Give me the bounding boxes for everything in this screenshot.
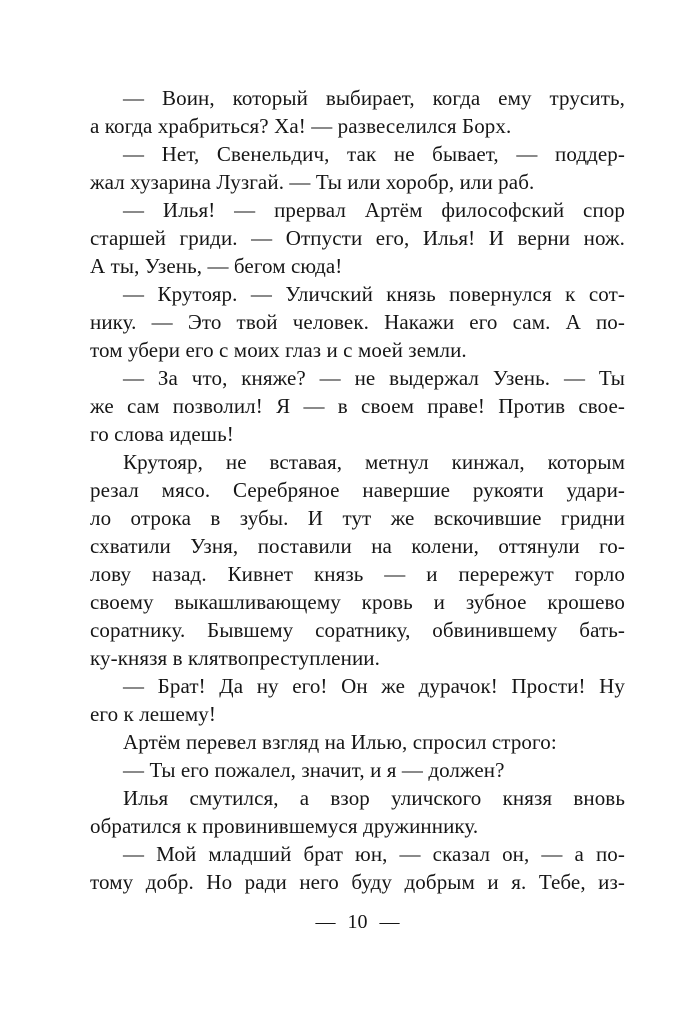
text-line: обратился к провинившемуся дружиннику. <box>90 814 479 838</box>
text-line: — Крутояр. — Уличский князь повернулся к сот- <box>123 282 625 306</box>
text-line: — Ты его пожалел, значит, и я — должен? <box>123 758 505 782</box>
text-line: — Нет, Свенельдич, так не бывает, — поддер- <box>123 142 625 166</box>
paragraph <box>90 672 625 728</box>
text-line: тому добр. Но ради него буду добрым и я. Тебе, из- <box>90 870 625 894</box>
text-line: ло отрока в зубы. И тут же вскочившие гридни <box>90 506 625 530</box>
text-line: А ты, Узень, — бегом сюда! <box>90 254 343 278</box>
text-line: Крутояр, не вставая, метнул кинжал, которым <box>123 450 625 474</box>
text-line: том убери его с моих глаз и с моей земли. <box>90 338 467 362</box>
text-line: лову назад. Кивнет князь — и перережут горло <box>90 562 625 586</box>
text-line: — Воин, который выбирает, когда ему трусить, <box>123 86 625 110</box>
text-line: резал мясо. Серебряное навершие рукояти удари- <box>90 478 625 502</box>
text-line: — Мой младший брат юн, — сказал он, — а по- <box>123 842 625 866</box>
text-line: жал хузарина Лузгай. — Ты или хоробр, или раб. <box>90 170 535 194</box>
text-line: его к лешему! <box>90 702 216 726</box>
paragraph <box>90 140 625 196</box>
text-line: нику. — Это твой человек. Накажи его сам. А по- <box>90 310 625 334</box>
text-line: Илья смутился, а взор уличского князя вновь <box>123 786 625 810</box>
paragraph <box>90 84 625 140</box>
text-line: своему выкашливающему кровь и зубное крошево <box>90 590 625 614</box>
paragraph <box>90 728 625 756</box>
text-line: старшей гриди. — Отпусти его, Илья! И верни нож. <box>90 226 625 250</box>
paragraph <box>90 784 625 840</box>
text-line: же сам позволил! Я — в своем праве! Против свое- <box>90 394 625 418</box>
paragraph <box>90 364 625 448</box>
text-line: Артём перевел взгляд на Илью, спросил строго: <box>123 730 557 754</box>
text-line: ку-князя в клятвопреступлении. <box>90 646 380 670</box>
text-line: а когда храбриться? Ха! — развеселился Борх. <box>90 114 512 138</box>
page-text <box>90 84 625 896</box>
text-line: схватили Узня, поставили на колени, оттянули го- <box>90 534 625 558</box>
paragraph <box>90 448 625 672</box>
paragraph <box>90 840 625 896</box>
text-line: — За что, княже? — не выдержал Узень. — Ты <box>123 366 625 390</box>
text-line: — Брат! Да ну его! Он же дурачок! Прости! Ну <box>123 674 625 698</box>
text-line: соратнику. Бывшему соратнику, обвинившему бать- <box>90 618 625 642</box>
paragraph <box>90 756 625 784</box>
paragraph <box>90 196 625 280</box>
text-line: — Илья! — прервал Артём философский спор <box>123 198 625 222</box>
paragraph <box>90 280 625 364</box>
text-line: го слова идешь! <box>90 422 234 446</box>
page-number: — 10 — <box>315 911 400 933</box>
